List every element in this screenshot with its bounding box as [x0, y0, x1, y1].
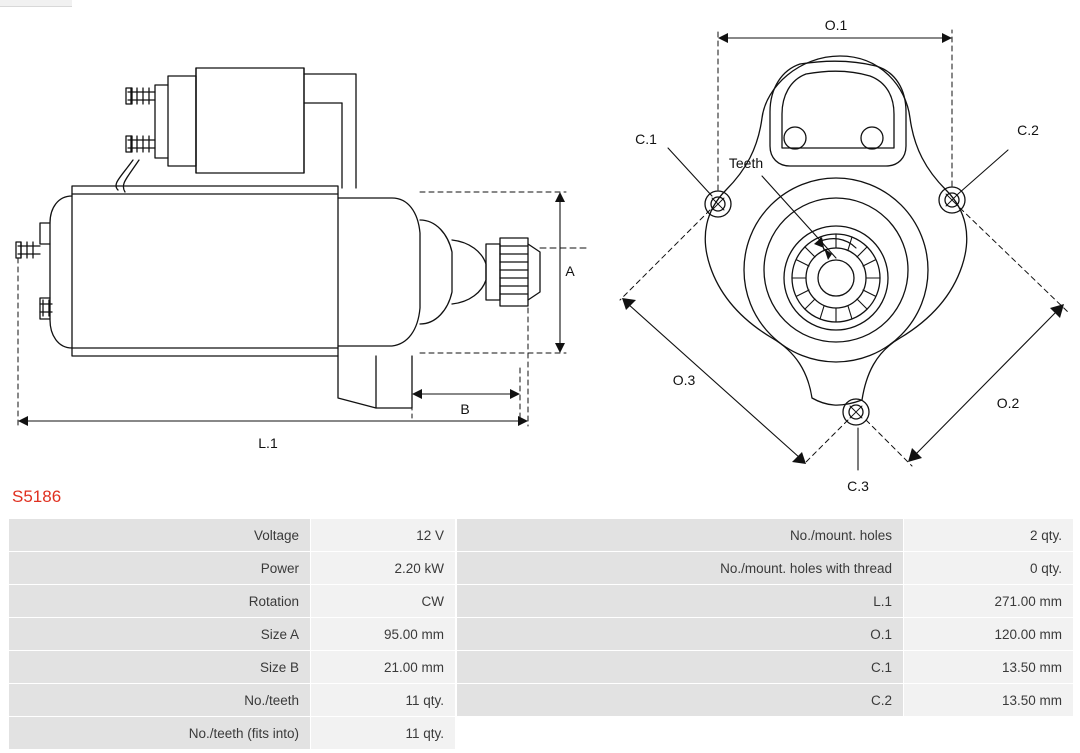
- window-toolbar-strip: [0, 0, 72, 7]
- spec-table-right: [456, 518, 1074, 750]
- table-row: [9, 651, 456, 684]
- table-row: [457, 717, 1074, 750]
- technical-drawing-area: [0, 8, 1080, 494]
- dimension-label-o3: O.3: [672, 372, 696, 388]
- spec-label: L.1: [457, 585, 904, 618]
- spec-value: 95.00 mm: [311, 618, 456, 651]
- table-row: [457, 552, 1074, 585]
- dimension-label-o1: O.1: [824, 17, 848, 33]
- dimension-label-a: A: [565, 263, 575, 279]
- spec-label: No./teeth (fits into): [9, 717, 311, 750]
- spec-value: 21.00 mm: [311, 651, 456, 684]
- dimension-label-b: B: [460, 401, 470, 417]
- spec-label: O.1: [457, 618, 904, 651]
- table-row: [457, 651, 1074, 684]
- spec-label: Voltage: [9, 519, 311, 552]
- table-row: [9, 585, 456, 618]
- dimension-label-c2: C.2: [1017, 122, 1039, 138]
- teeth-label: Teeth: [728, 155, 764, 171]
- spec-value: 12 V: [311, 519, 456, 552]
- starter-side-view: [16, 68, 588, 426]
- spec-empty-cell: [457, 717, 904, 750]
- spec-value: 13.50 mm: [904, 651, 1074, 684]
- table-row: [9, 552, 456, 585]
- table-row: [9, 618, 456, 651]
- specification-tables: [8, 518, 1072, 750]
- part-number: S5186: [12, 487, 62, 506]
- spec-label: Power: [9, 552, 311, 585]
- spec-label: No./mount. holes with thread: [457, 552, 904, 585]
- spec-value: 11 qty.: [311, 717, 456, 750]
- dimension-label-c3: C.3: [847, 478, 869, 494]
- spec-value: 271.00 mm: [904, 585, 1074, 618]
- spec-label: No./mount. holes: [457, 519, 904, 552]
- spec-empty-cell: [904, 717, 1074, 750]
- table-row: [9, 684, 456, 717]
- spec-label: Size B: [9, 651, 311, 684]
- table-row: [457, 618, 1074, 651]
- spec-value: CW: [311, 585, 456, 618]
- spec-value: 2 qty.: [904, 519, 1074, 552]
- table-row: [457, 519, 1074, 552]
- spec-label: Size A: [9, 618, 311, 651]
- dimension-label-l1: L.1: [258, 435, 278, 451]
- spec-value: 2.20 kW: [311, 552, 456, 585]
- spec-label: Rotation: [9, 585, 311, 618]
- spec-value: 120.00 mm: [904, 618, 1074, 651]
- dimension-label-c1: C.1: [635, 131, 657, 147]
- spec-label: No./teeth: [9, 684, 311, 717]
- spec-label: C.1: [457, 651, 904, 684]
- spec-value: 0 qty.: [904, 552, 1074, 585]
- table-row: [457, 684, 1074, 717]
- table-row: [9, 519, 456, 552]
- dimension-label-o2: O.2: [996, 395, 1020, 411]
- table-row: [9, 717, 456, 750]
- spec-label: C.2: [457, 684, 904, 717]
- spec-table-left: [8, 518, 456, 750]
- table-row: [457, 585, 1074, 618]
- spec-value: 11 qty.: [311, 684, 456, 717]
- spec-value: 13.50 mm: [904, 684, 1074, 717]
